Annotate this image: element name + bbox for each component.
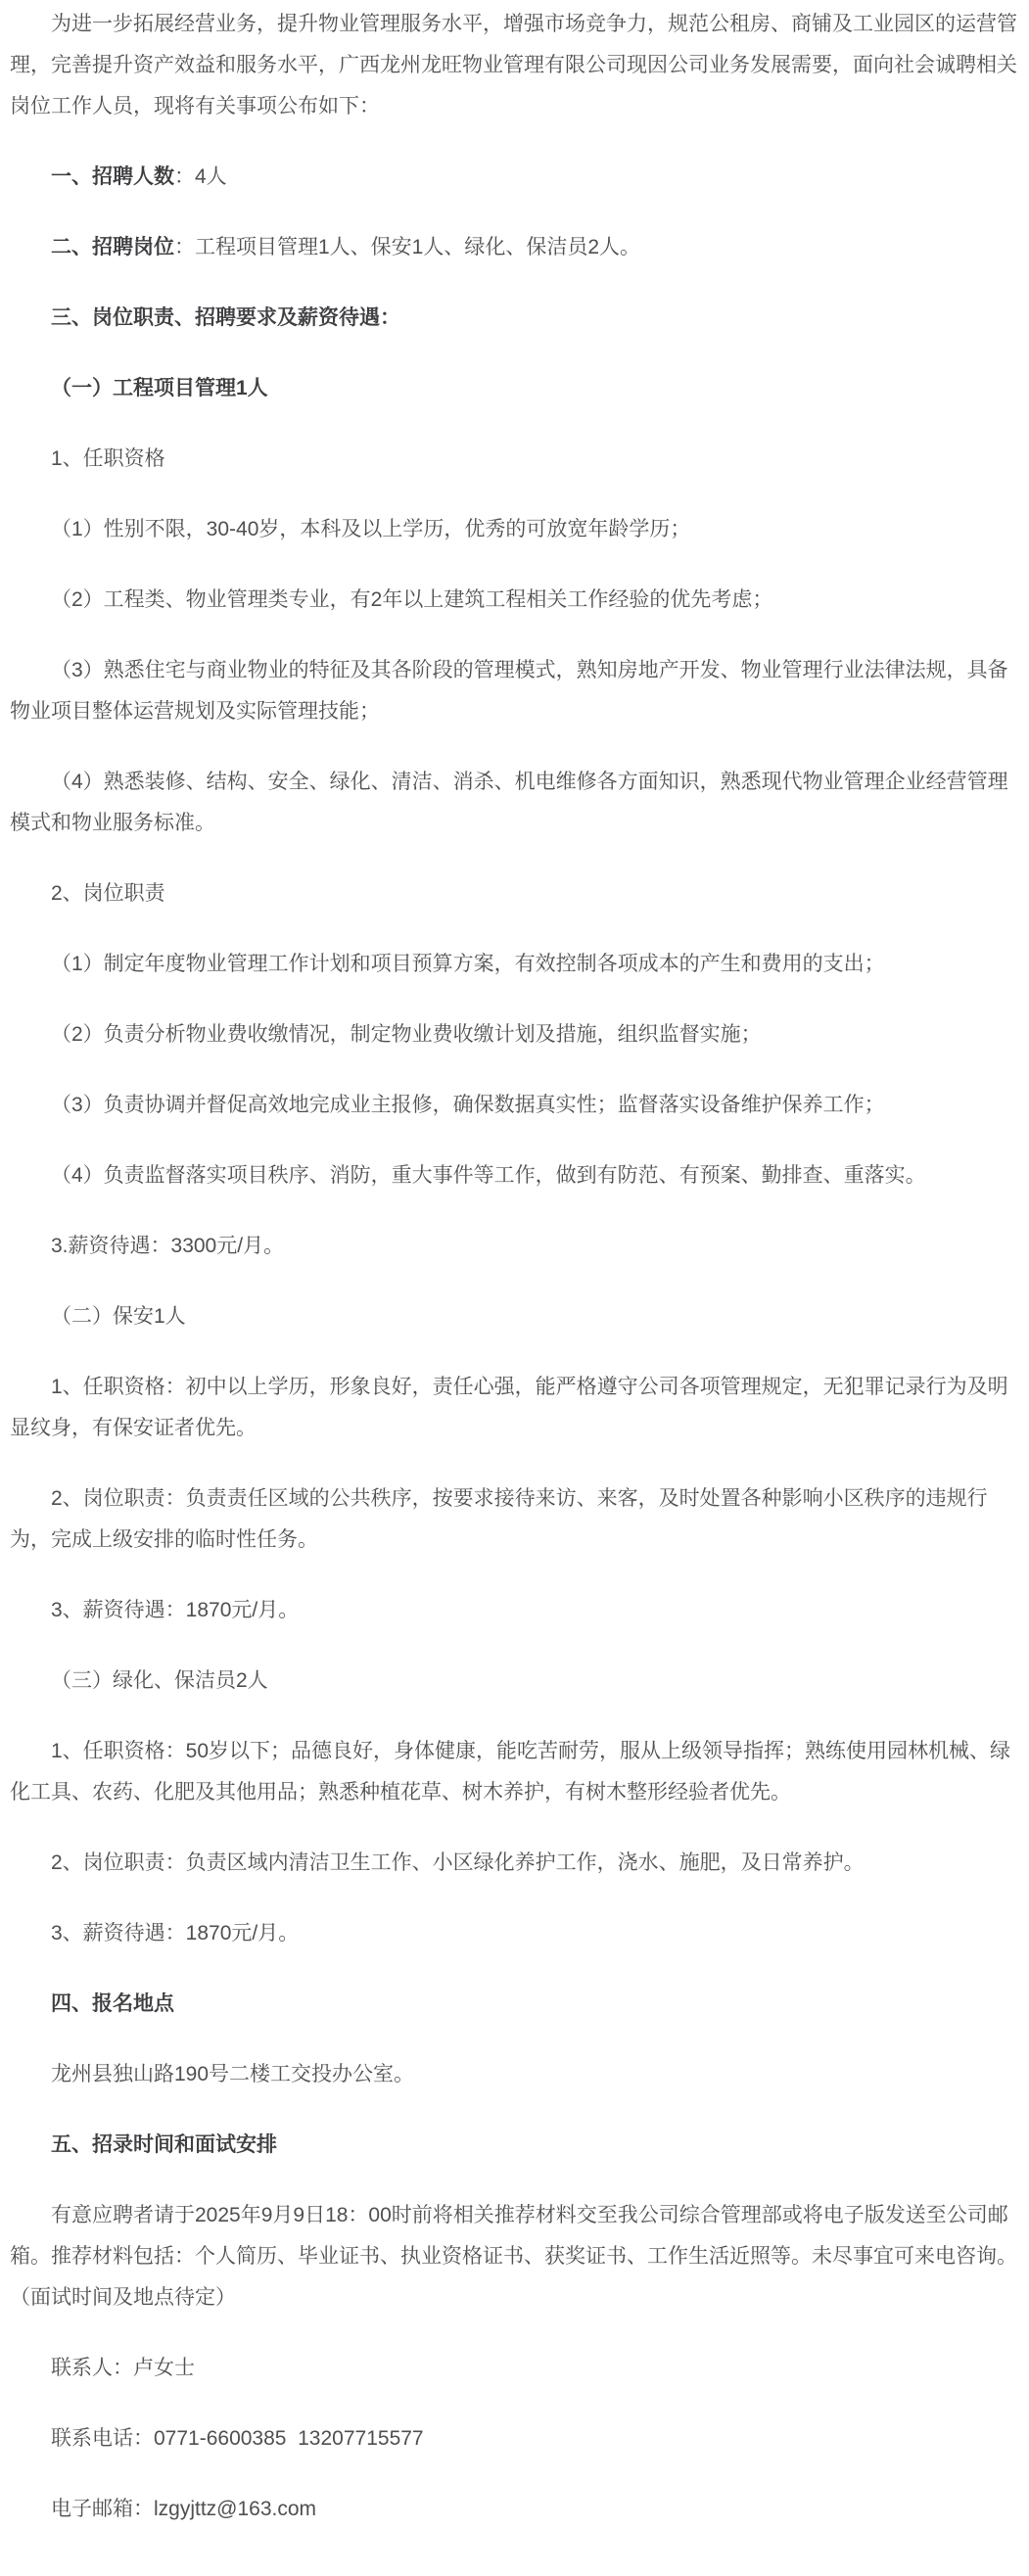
- paragraph: [10, 2195, 1019, 2318]
- paragraph: [10, 4, 1019, 127]
- paragraph: [10, 580, 1019, 621]
- paragraph: [10, 1014, 1019, 1055]
- paragraph: [10, 1590, 1019, 1631]
- text-run: （1）制定年度物业管理工作计划和项目预算方案，有效控制各项成本的产生和费用的支出；: [51, 953, 885, 975]
- text-run: 联系人：卢女士: [51, 2357, 195, 2379]
- paragraph: [10, 873, 1019, 914]
- paragraph: [10, 1296, 1019, 1337]
- text-run: 1、任职资格：初中以上学历，形象良好，责任心强，能严格遵守公司各项管理规定，无犯罪记录行为及明显纹身，有保安证者优先。: [10, 1376, 1008, 1439]
- bold-text-run: 一、招聘人数: [51, 165, 174, 188]
- text-run: 3、薪资待遇：1870元/月。: [51, 1922, 300, 1944]
- text-run: 有意应聘者请于2025年9月9日18：00时前将相关推荐材料交至我公司综合管理部或将电子版发送至公司邮箱。推荐材料包括：个人简历、毕业证书、执业资格证书、获奖证书、工作生活近照等。未尽事宜可来电咨询。（面试时间及地点待定）: [10, 2204, 1017, 2309]
- text-run: （4）熟悉装修、结构、安全、绿化、清洁、消杀、机电维修各方面知识，熟悉现代物业管理企业经营管理模式和物业服务标准。: [10, 771, 1008, 834]
- text-run: ：工程项目管理1人、保安1人、绿化、保洁员2人。: [174, 236, 641, 258]
- text-run: 2、岗位职责: [51, 882, 165, 905]
- paragraph: [10, 2489, 1019, 2530]
- bold-text-run: （一）工程项目管理1人: [51, 377, 268, 399]
- paragraph: [10, 227, 1019, 268]
- paragraph: [10, 1367, 1019, 1449]
- paragraph: [10, 2054, 1019, 2095]
- paragraph: [10, 1984, 1019, 2025]
- text-run: 3、薪资待遇：1870元/月。: [51, 1599, 300, 1621]
- text-run: ：4人: [174, 165, 227, 188]
- bold-text-run: 四、报名地点: [51, 1992, 174, 2015]
- text-run: （1）性别不限，30-40岁，本科及以上学历，优秀的可放宽年龄学历；: [51, 518, 691, 540]
- paragraph: [10, 1731, 1019, 1813]
- paragraph: [10, 762, 1019, 844]
- text-run: 电子邮箱：lzgyjttz@163.com: [51, 2498, 317, 2520]
- paragraph: [10, 509, 1019, 550]
- text-run: （2）负责分析物业费收缴情况，制定物业费收缴计划及措施，组织监督实施；: [51, 1023, 762, 1046]
- paragraph: [10, 2348, 1019, 2389]
- paragraph: [10, 1843, 1019, 1884]
- bold-text-run: 五、招录时间和面试安排: [51, 2133, 277, 2156]
- paragraph: [10, 1661, 1019, 1702]
- paragraph: [10, 439, 1019, 480]
- paragraph: [10, 1913, 1019, 1954]
- text-run: （2）工程类、物业管理类专业，有2年以上建筑工程相关工作经验的优先考虑；: [51, 588, 773, 611]
- text-run: 联系电话：0771-6600385 13207715577: [51, 2427, 424, 2450]
- bold-text-run: 三、岗位职责、招聘要求及薪资待遇：: [51, 306, 400, 329]
- text-run: （3）熟悉住宅与商业物业的特征及其各阶段的管理模式，熟知房地产开发、物业管理行业法律法规，具备物业项目整体运营规划及实际管理技能；: [10, 659, 1008, 723]
- text-run: 龙州县独山路190号二楼工交投办公室。: [51, 2063, 415, 2085]
- paragraph: [10, 157, 1019, 198]
- paragraph: [10, 650, 1019, 732]
- paragraph: [10, 1085, 1019, 1126]
- bold-text-run: 二、招聘岗位: [51, 236, 174, 258]
- paragraph: [10, 1155, 1019, 1196]
- paragraph: [10, 2125, 1019, 2166]
- paragraph: [10, 1226, 1019, 1267]
- paragraph: [10, 944, 1019, 985]
- text-run: 2、岗位职责：负责区域内清洁卫生工作、小区绿化养护工作，浇水、施肥，及日常养护。: [51, 1851, 865, 1874]
- paragraph: [10, 1478, 1019, 1561]
- text-run: 3.薪资待遇：3300元/月。: [51, 1235, 285, 1257]
- text-run: （二）保安1人: [51, 1305, 186, 1328]
- text-run: 为进一步拓展经营业务，提升物业管理服务水平，增强市场竞争力，规范公租房、商铺及工业园区的运营管理，完善提升资产效益和服务水平，广西龙州龙旺物业管理有限公司现因公司业务发展需要，面向社会诚聘相关岗位工作人员，现将有关事项公布如下：: [10, 13, 1017, 117]
- text-run: （4）负责监督落实项目秩序、消防，重大事件等工作，做到有防范、有预案、勤排查、重落实。: [51, 1164, 926, 1187]
- paragraph: [10, 298, 1019, 339]
- text-run: 1、任职资格: [51, 447, 165, 470]
- text-run: （三）绿化、保洁员2人: [51, 1669, 268, 1692]
- text-run: 1、任职资格：50岁以下；品德良好，身体健康，能吃苦耐劳，服从上级领导指挥；熟练使用园林机械、绿化工具、农药、化肥及其他用品；熟悉种植花草、树木养护，有树木整形经验者优先。: [10, 1740, 1011, 1803]
- text-run: （3）负责协调并督促高效地完成业主报修，确保数据真实性；监督落实设备维护保养工作；: [51, 1094, 885, 1116]
- paragraph: [10, 368, 1019, 409]
- text-run: 2、岗位职责：负责责任区域的公共秩序，按要求接待来访、来客，及时处置各种影响小区秩序的违规行为，完成上级安排的临时性任务。: [10, 1487, 988, 1551]
- paragraph: [10, 2418, 1019, 2459]
